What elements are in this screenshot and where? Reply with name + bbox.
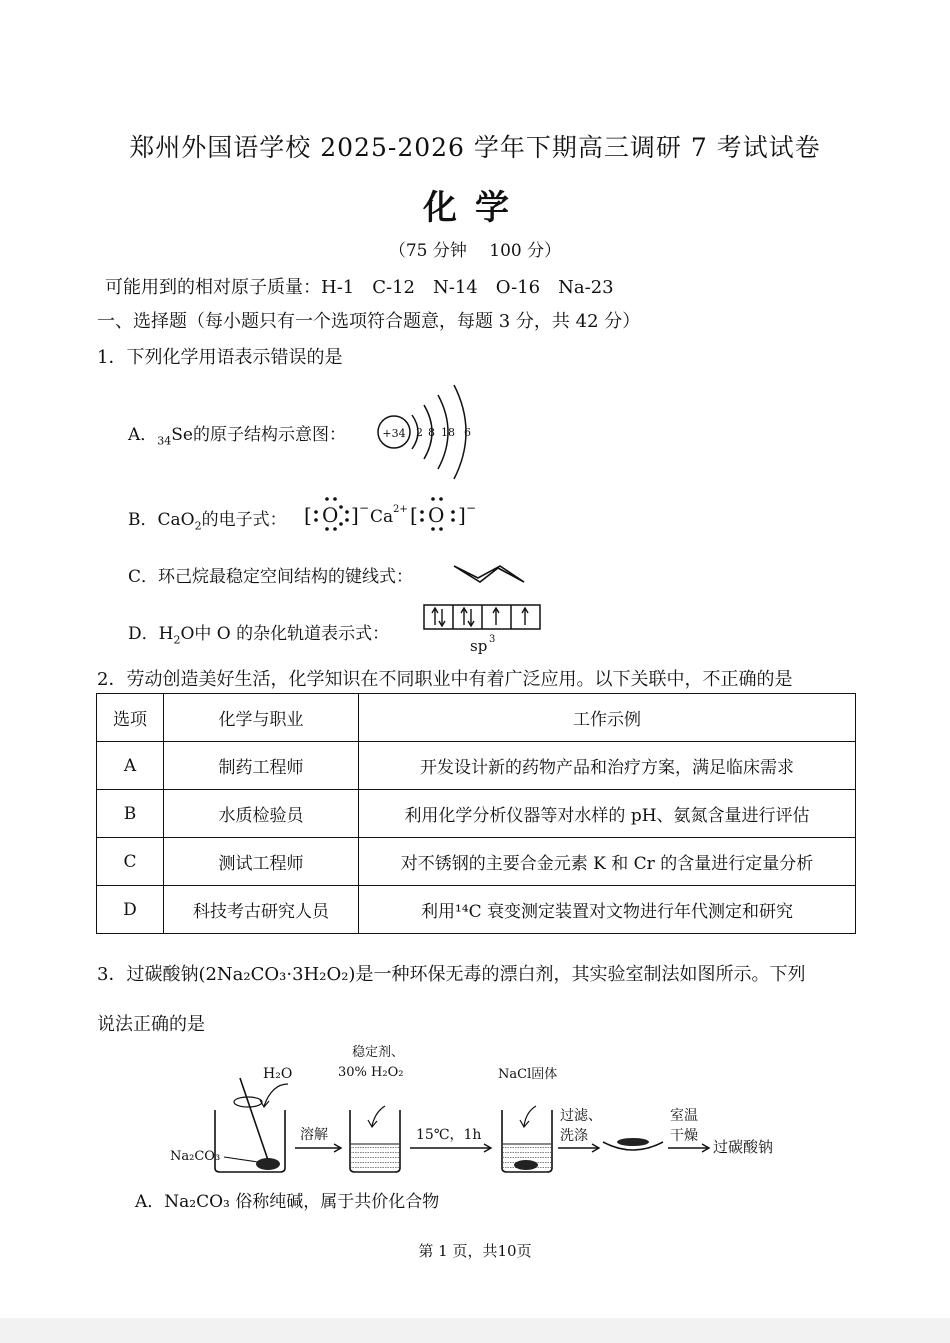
nucleus-charge: +34 [382, 427, 406, 440]
table-cell: B [97, 790, 164, 838]
label-step3a: 过滤、 [560, 1108, 602, 1124]
label-step4b: 干燥 [670, 1128, 698, 1144]
label-step2: 15℃，1h [416, 1127, 482, 1143]
label-stabilizer: 稳定剂、 [352, 1045, 405, 1060]
chair-structure [454, 566, 524, 582]
charge-minus: − [359, 501, 370, 515]
question-3-stem-line2: 说法正确的是 [97, 1014, 205, 1035]
q3-option-a: A．Na₂CO₃ 俗称纯碱，属于共价化合物 [135, 1192, 440, 1212]
stirring-rod [240, 1078, 270, 1166]
q1-option-b [128, 505, 287, 532]
table-cell: 利用¹⁴C 衰变测定装置对文物进行年代测定和研究 [359, 886, 856, 934]
option-text: 环己烷最稳定空间结构的键线式： [158, 567, 414, 587]
solid-na2co3 [256, 1158, 280, 1170]
shell-electrons: 6 [464, 426, 471, 439]
table-cell: 对不锈钢的主要合金元素 K 和 Cr 的含量进行定量分析 [359, 838, 856, 886]
table-cell: 开发设计新的药物产品和治疗方案，满足临床需求 [359, 742, 856, 790]
bracket-left: [ [304, 503, 312, 527]
shell-electrons: 2 [416, 426, 423, 439]
section-heading: 一、选择题（每小题只有一个选项符合题意，每题 3 分，共 42 分） [97, 311, 641, 332]
label-h2o2: 30% H₂O₂ [338, 1065, 404, 1080]
formula: CaO [157, 510, 195, 530]
option-label: C． [128, 567, 159, 587]
formula-o: O [180, 624, 195, 644]
table-row [97, 838, 856, 886]
page-footer: 第 1 页，共10页 [418, 1242, 532, 1260]
bracket-right: ] [351, 503, 359, 527]
option-text: 中 O 的杂化轨道表示式： [194, 624, 390, 644]
table-cell: 测试工程师 [164, 838, 359, 886]
product-solid [617, 1138, 649, 1146]
process-flow-diagram [160, 1040, 810, 1180]
orbital-label: sp [470, 637, 488, 655]
option-label: D． [128, 624, 159, 644]
table-header-row [97, 694, 856, 742]
column-header: 选项 [97, 694, 164, 742]
table-cell: D [97, 886, 164, 934]
label-step1: 溶解 [300, 1127, 328, 1143]
column-header: 化学与职业 [164, 694, 359, 742]
column-header: 工作示例 [359, 694, 856, 742]
orbital-diagram [420, 603, 545, 658]
table-cell: 水质检验员 [164, 790, 359, 838]
table-cell: 制药工程师 [164, 742, 359, 790]
shell-electrons: 18 [441, 426, 455, 439]
option-text: 的电子式： [201, 510, 287, 530]
subject-title: 化学 [423, 188, 527, 228]
oxygen-atom: O [322, 503, 339, 527]
table-row [97, 742, 856, 790]
cyclohexane-chair-diagram [450, 556, 530, 590]
option-label: B． [128, 510, 158, 530]
q1-option-c [128, 562, 413, 587]
table-row [97, 790, 856, 838]
table-cell: 利用化学分析仪器等对水样的 pH、氨氮含量进行评估 [359, 790, 856, 838]
electron-formula [302, 490, 482, 534]
atomic-number: 34 [157, 434, 172, 448]
scan-edge [0, 1318, 950, 1343]
exam-title: 郑州外国语学校 2025-2026 学年下期高三调研 7 考试试卷 [129, 133, 821, 162]
formula-subscript: 2 [173, 633, 181, 647]
table-row [97, 886, 856, 934]
atomic-masses: 可能用到的相对原子质量：H-1 C-12 N-14 O-16 Na-23 [105, 277, 614, 298]
label-step3b: 洗涤 [560, 1128, 588, 1144]
label-nacl: NaCl固体 [498, 1067, 558, 1082]
bracket-left: [ [410, 503, 418, 527]
table-cell: C [97, 838, 164, 886]
orbital-label-sup: 3 [489, 634, 496, 645]
q2-table [96, 693, 856, 934]
atomic-structure-diagram [372, 380, 492, 480]
oxygen-atom: O [428, 503, 445, 527]
element-symbol: Se [171, 425, 193, 445]
calcium-charge: 2+ [393, 504, 408, 515]
label-step4a: 室温 [670, 1108, 698, 1124]
option-label: A． [128, 425, 158, 445]
calcium-symbol: Ca [370, 507, 394, 527]
table-cell: 科技考古研究人员 [164, 886, 359, 934]
question-3-stem-line1: 3．过碳酸钠(2Na₂CO₃·3H₂O₂)是一种环保无毒的漂白剂，其实验室制法如图所示。下列 [97, 964, 806, 985]
table-cell: A [97, 742, 164, 790]
exam-duration: （75 分钟 100 分） [388, 241, 562, 261]
bracket-right: ] [458, 503, 466, 527]
label-product: 过碳酸钠 [713, 1138, 774, 1156]
label-na2co3: Na₂CO₃ [170, 1149, 221, 1164]
question-1-stem: 1．下列化学用语表示错误的是 [97, 347, 343, 368]
option-text: 的原子结构示意图： [193, 425, 346, 445]
q1-option-d [128, 619, 389, 646]
label-water: H₂O [263, 1066, 293, 1082]
formula-subscript: 2 [194, 519, 202, 533]
precipitate [514, 1160, 538, 1170]
charge-minus: − [466, 501, 477, 515]
formula-h: H [158, 624, 174, 644]
shell-electrons: 8 [428, 426, 435, 439]
q1-option-a [128, 420, 346, 447]
question-2-stem: 2．劳动创造美好生活，化学知识在不同职业中有着广泛应用。以下关联中，不正确的是 [97, 669, 793, 690]
